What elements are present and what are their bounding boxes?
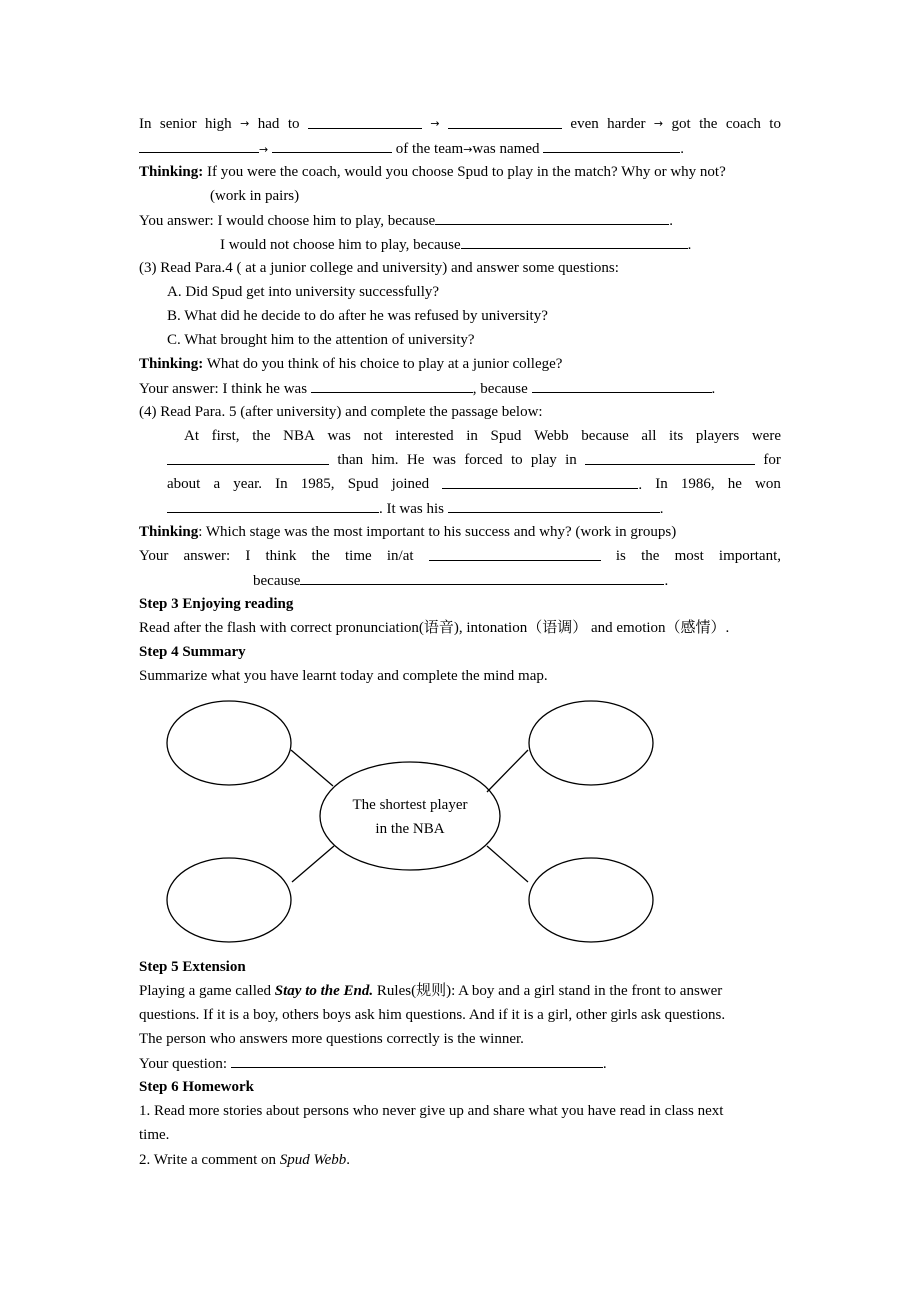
step5-line2: questions. If it is a boy, others boys ask him questions. And if it is a girl, other girls ask questions. bbox=[139, 1007, 726, 1023]
step5-title: Step 5 Extension bbox=[139, 959, 246, 975]
arrow-icon: → bbox=[430, 117, 440, 130]
homework-1-cont: time. bbox=[139, 1127, 170, 1143]
arrow-icon: → bbox=[259, 143, 269, 156]
step3-title: Step 3 Enjoying reading bbox=[139, 596, 294, 612]
question-a: A. Did Spud get into university successfully? bbox=[167, 284, 440, 300]
arrow-icon: → bbox=[653, 117, 664, 130]
arrow-icon: → bbox=[463, 143, 473, 156]
step5-question: Your question: . bbox=[139, 1051, 781, 1075]
thinking-question-1: Thinking: If you were the coach, would you choose Spud to play in the match? Why or why not? bbox=[139, 164, 726, 180]
connector-line bbox=[487, 750, 528, 792]
answer-line-3: Your answer: I think he was , because . bbox=[139, 376, 781, 400]
homework-2: 2. Write a comment on Spud Webb. bbox=[139, 1152, 351, 1168]
answer-line-2: I would not choose him to play, because . bbox=[220, 232, 781, 256]
step5-line3: The person who answers more questions correctly is the winner. bbox=[139, 1031, 524, 1047]
thinking-note-1: (work in pairs) bbox=[210, 188, 300, 204]
para5-heading: (4) Read Para. 5 (after university) and complete the passage below: bbox=[139, 404, 543, 420]
passage-line-4: . It was his . bbox=[167, 496, 781, 520]
senior-high-line2: → of the team→was named . bbox=[139, 136, 781, 160]
homework-1: 1. Read more stories about persons who never give up and share what you have read in class next bbox=[139, 1103, 724, 1119]
arrow-icon: → bbox=[240, 117, 250, 130]
para4-heading: (3) Read Para.4 ( at a junior college and university) and answer some questions: bbox=[139, 260, 619, 276]
answer-line-5: because . bbox=[253, 568, 781, 592]
thinking-question-2: Thinking: What do you think of his choice to play at a junior college? bbox=[139, 356, 563, 372]
mind-map-node-top-left[interactable] bbox=[167, 701, 291, 785]
center-label-line1: The shortest player bbox=[352, 797, 468, 813]
answer-line-4: Your answer: I think the time in/at is the most important, bbox=[139, 544, 781, 568]
mind-map-center-node bbox=[320, 762, 500, 870]
passage-line-2: than him. He was forced to play in for bbox=[167, 448, 781, 472]
connector-line bbox=[292, 846, 334, 882]
step3-text: Read after the flash with correct pronunciation(语音), intonation（语调） and emotion（感情）. bbox=[139, 620, 730, 636]
connector-line bbox=[291, 750, 333, 786]
answer-line-1: You answer: I would choose him to play, because . bbox=[139, 208, 781, 232]
step4-title: Step 4 Summary bbox=[139, 644, 246, 660]
passage-line-1: At first, the NBA was not interested in Spud Webb because all its players were bbox=[184, 428, 781, 444]
blank[interactable] bbox=[231, 1051, 603, 1068]
question-b: B. What did he decide to do after he was refused by university? bbox=[167, 308, 548, 324]
mind-map-node-bottom-right[interactable] bbox=[529, 858, 653, 942]
step6-title: Step 6 Homework bbox=[139, 1079, 254, 1095]
thinking-question-3: Thinking: Which stage was the most important to his success and why? (work in groups) bbox=[139, 524, 677, 540]
center-label-line2: in the NBA bbox=[375, 821, 445, 837]
passage-line-3: about a year. In 1985, Spud joined . In 1986, he won bbox=[167, 472, 781, 496]
step4-text: Summarize what you have learnt today and complete the mind map. bbox=[139, 668, 548, 684]
mind-map-node-top-right[interactable] bbox=[529, 701, 653, 785]
step5-line1: Playing a game called Stay to the End. Rules(规则): A boy and a girl stand in the front to answer bbox=[139, 983, 723, 999]
senior-high-line1: In senior high → had to → even harder → got the coach to bbox=[139, 112, 781, 136]
question-c: C. What brought him to the attention of university? bbox=[167, 332, 475, 348]
mind-map-node-bottom-left[interactable] bbox=[167, 858, 291, 942]
game-name: Stay to the End. bbox=[274, 983, 374, 999]
connector-line bbox=[487, 846, 528, 882]
